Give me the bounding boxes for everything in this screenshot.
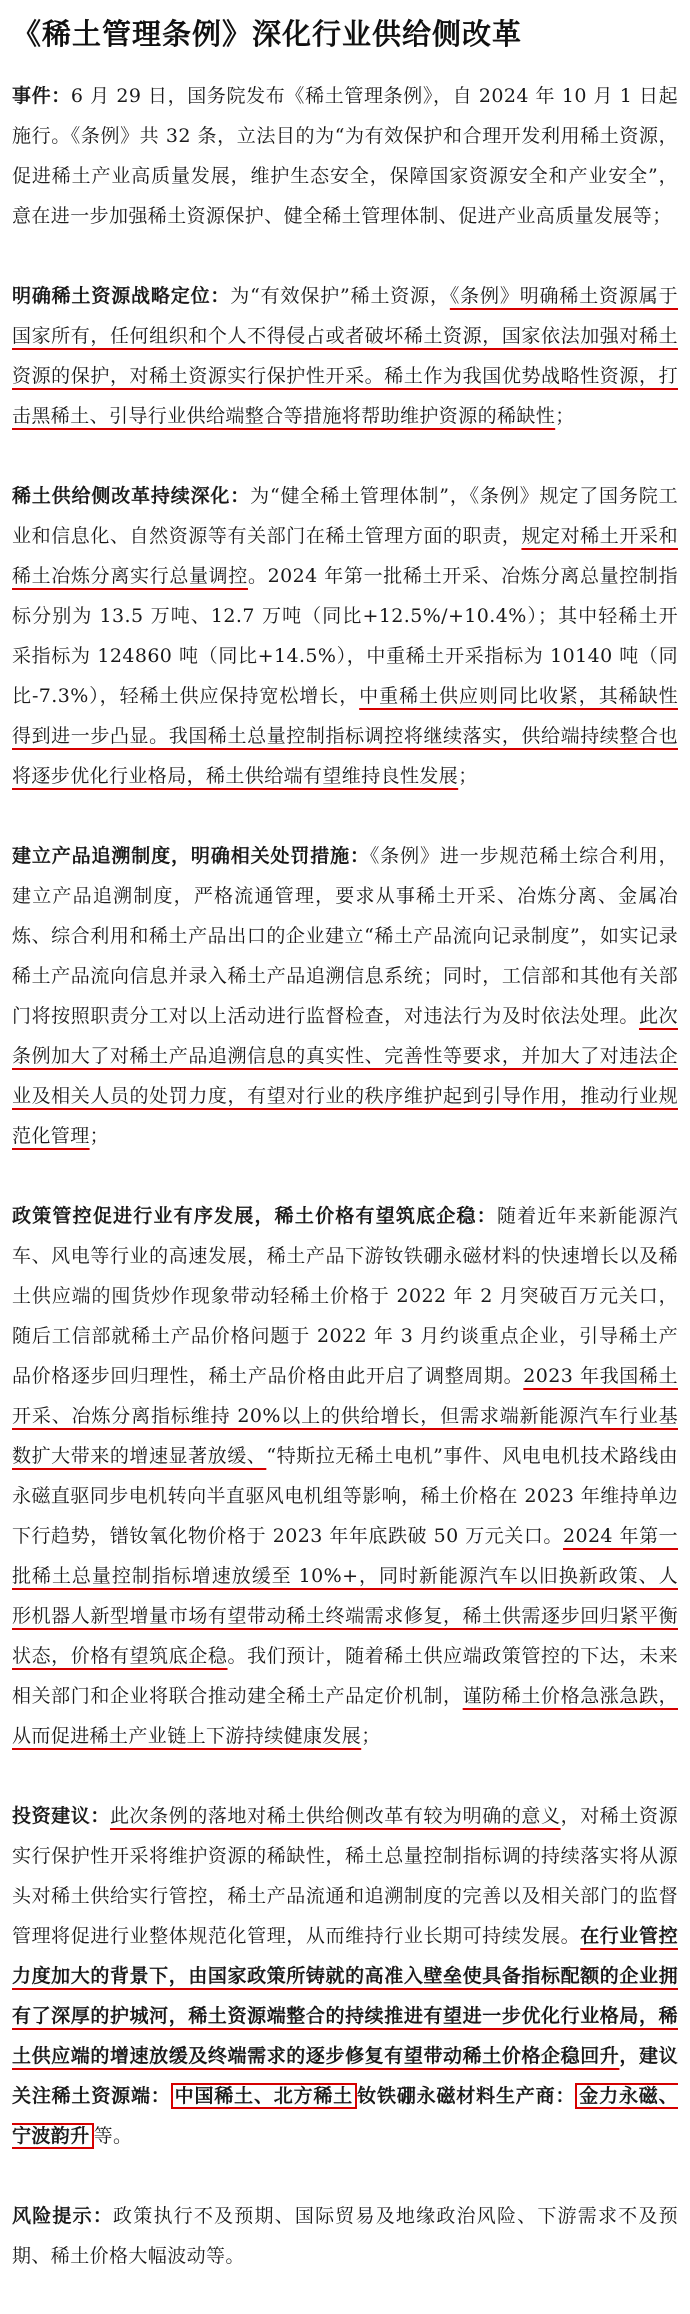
- text-run: ，对稀土资源实行保护性开采将维护资源的稀缺性，稀土总量控制指标调的持续落实将从源头对稀土供给实行管控，稀土产品流通和追溯制度的完善以及相关部门的监督管理将促进行业整体规范化管理，从而维持行业长期可持续发展。: [12, 1805, 678, 1947]
- boxed-highlight: 金力永磁、宁波韵升: [12, 2085, 679, 2147]
- text-run: 为“有效保护”稀土资源，: [230, 285, 450, 307]
- text-run: “特斯拉无稀土电机”事件、风电电机技术路线由永磁直驱同步电机转向半直驱风电机组等影响，稀土价格在 2023 年维持单边下行趋势，镨钕氧化物价格于 2023 年年底跌破 50 万元关口。: [12, 1445, 678, 1547]
- text-run: 等。: [93, 2125, 133, 2147]
- text-run: 6 月 29 日，国务院发布《稀土管理条例》，自 2024 年 10 月 1 日起施行。《条例》共 32 条，立法目的为“为有效保护和合理开发利用稀土资源，促进稀土产业高质量发展，维护生态安全，保障国家资源安全和产业安全”，意在进一步加强稀土资源保护、健全稀土管理体制、促进产业高质量发展等；: [12, 85, 678, 227]
- paragraph-heading: 风险提示：: [12, 2205, 114, 2227]
- underlined-text: 《条例》明确稀土资源属于国家所有，任何组织和个人不得侵占或者破坏稀土资源，国家依法加强对稀土资源的保护，对稀土资源实行保护性开采。稀土作为我国优势战略性资源，打击黑稀土、引导行业供给端整合等措施将帮助维护资源的稀缺性: [12, 285, 678, 427]
- underlined-text: 谨防稀土价格急涨急跌，从而促进稀土产业链上下游持续健康发展: [12, 1685, 678, 1747]
- paragraph-heading: 事件：: [12, 85, 71, 107]
- underlined-text: 2024 年第一批稀土总量控制指标增速放缓至 10%+，同时新能源汽车以旧换新政策、人形机器人新型增量市场有望带动稀土终端需求修复，稀土供需逐步回归紧平衡状态，价格有望筑底企稳: [12, 1525, 679, 1667]
- text-run: ；: [361, 1725, 381, 1747]
- underlined-text: 此次条例加大了对稀土产品追溯信息的真实性、完善性等要求，并加大了对违法企业及相关人员的处罚力度，有望对行业的秩序维护起到引导作用，推动行业规范化管理: [12, 1005, 678, 1147]
- bold-text: 钕铁硼永磁材料生产商：: [357, 2085, 576, 2107]
- paragraph-heading: 建立产品追溯制度，明确相关处罚措施：: [12, 845, 370, 867]
- underlined-text: 在行业管控力度加大的背景下，由国家政策所铸就的高准入壁垒使具备指标配额的企业拥有了深厚的护城河，稀土资源端整合的持续推进有望进一步优化行业格局，稀土供应端的增速放缓及终端需求的逐步修复有望带动稀土价格企稳回升: [12, 1925, 678, 2067]
- paragraph: [12, 476, 678, 796]
- paragraph: [12, 1796, 678, 2156]
- text-run: ；: [555, 405, 575, 427]
- paragraph: [12, 1196, 678, 1756]
- text-run: ；: [458, 765, 478, 787]
- text-run: 政策执行不及预期、国际贸易及地缘政治风险、下游需求不及预期、稀土价格大幅波动等。: [12, 2205, 678, 2267]
- paragraph-heading: 稀土供给侧改革持续深化：: [12, 485, 251, 507]
- paragraph: [12, 2196, 678, 2276]
- text-run: 。我们预计，随着稀土供应端政策管控的下达，未来相关部门和企业将联合推动建全稀土产品定价机制，: [12, 1645, 678, 1707]
- boxed-highlight: 中国稀土、北方稀土: [171, 2083, 357, 2109]
- underlined-text: 此次条例的落地对稀土供给侧改革有较为明确的意义: [109, 1805, 561, 1827]
- bold-text: 建议关注稀土资源端：: [12, 2045, 678, 2107]
- paragraph: [12, 836, 678, 1156]
- text-run: 《条例》进一步规范稀土综合利用，建立产品追溯制度，严格流通管理，要求从事稀土开采、冶炼分离、金属冶炼、综合利用和稀土产品出口的企业建立“稀土产品流向记录制度”，如实记录稀土产品流向信息并录入稀土产品追溯信息系统；同时，工信部和其他有关部门将按照职责分工对以上活动进行监督检查，对违法行为及时依法处理。: [12, 845, 678, 1027]
- text-run: 为“健全稀土管理体制”，《条例》规定了国务院工业和信息化、自然资源等有关部门在稀土管理方面的职责，: [12, 485, 678, 547]
- paragraph: [12, 76, 678, 236]
- paragraph-heading: 投资建议：: [12, 1805, 110, 1827]
- paragraph: [12, 276, 678, 436]
- paragraph-heading: 明确稀土资源战略定位：: [12, 285, 231, 307]
- text-run: ；: [89, 1125, 110, 1147]
- underlined-text: 规定对稀土开采和稀土冶炼分离实行总量调控: [12, 525, 678, 587]
- paragraph-heading: 政策管控促进行业有序发展，稀土价格有望筑底企稳：: [12, 1205, 497, 1227]
- underlined-text: 中重稀土供应则同比收紧，其稀缺性得到进一步凸显。我国稀土总量控制指标调控将继续落实，供给端持续整合也将逐步优化行业格局，稀土供给端有望维持良性发展: [12, 685, 678, 787]
- text-run: 随着近年来新能源汽车、风电等行业的高速发展，稀土产品下游钕铁硼永磁材料的快速增长以及稀土供应端的囤货炒作现象带动轻稀土价格于 2022 年 2 月突破百万元关口，随后工信部就稀土产品价格问题于 2022 年 3 月约谈重点企业，引导稀土产品价格逐步回归理性，稀土产品价格由此开启了调整周期。: [12, 1205, 678, 1387]
- text-run: 。2024 年第一批稀土开采、冶炼分离总量控制指标分别为 13.5 万吨、12.7 万吨（同比+12.5%/+10.4%）；其中轻稀土开采指标为 124860 吨（同比+14.5%），中重稀土开采指标为 10140 吨（同比-7.3%），轻稀土供应保持宽松增长，: [12, 565, 678, 707]
- bold-text: ，: [619, 2045, 639, 2067]
- article-title: 《稀土管理条例》深化行业供给侧改革: [12, 17, 523, 51]
- article-body: [12, 76, 678, 2276]
- underlined-text: 2023 年我国稀土开采、冶炼分离指标维持 20%以上的供给增长，但需求端新能源汽车行业基数扩大带来的增速显著放缓、: [12, 1365, 678, 1467]
